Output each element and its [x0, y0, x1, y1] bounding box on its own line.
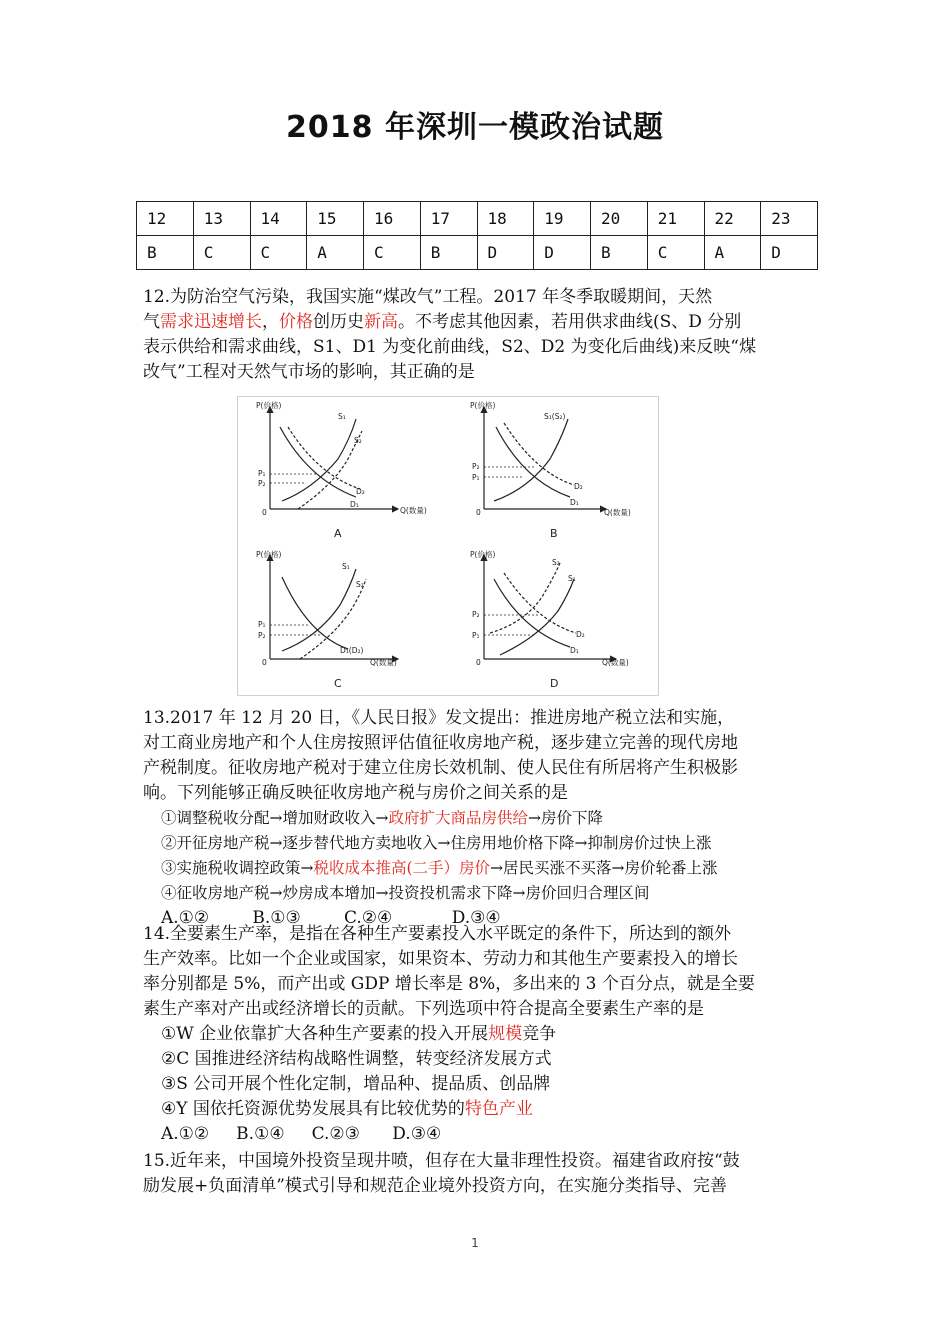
table-cell: 14: [250, 202, 307, 236]
graph-a: [256, 400, 427, 540]
text-span: ④Y 国依托资源优势发展具有比较优势的: [161, 1099, 465, 1119]
origin-label: 0: [476, 508, 481, 517]
table-cell: 23: [761, 202, 818, 236]
curve-label: S₁(S₂): [544, 412, 566, 421]
highlight-text: 需求迅速增长: [160, 312, 262, 332]
question-text-line: 素生产率对产出或经济增长的贡献。下列选项中符合提高全要素生产率的是: [143, 999, 704, 1019]
question-text-line: 响。下列能够正确反映征收房地产税与房价之间关系的是: [143, 783, 568, 803]
graph-d: [470, 549, 629, 690]
demand-curve-d2: [504, 573, 576, 633]
graph-label: C: [334, 677, 342, 690]
question-text-line: 改气”工程对天然气市场的影响，其正确的是: [143, 362, 475, 382]
table-cell: C: [364, 236, 421, 270]
curve-label: D₂: [574, 482, 583, 491]
price-label: P₂: [472, 462, 480, 471]
question-text-line: 13.2017 年 12 月 20 日，《人民日报》发文提出：推进房地产税立法和实施，: [143, 708, 735, 728]
supply-curve-s2: [298, 431, 362, 509]
question-text-line: [143, 310, 813, 335]
question-text-line: 生产效率。比如一个企业或国家，如果资本、劳动力和其他生产要素投入的增长: [143, 949, 738, 969]
question-14: [143, 922, 813, 1147]
curve-label: D₁: [570, 498, 579, 507]
table-cell: 19: [534, 202, 591, 236]
table-cell: 16: [364, 202, 421, 236]
table-cell: C: [647, 236, 704, 270]
question-text-line: 率分别都是 5%，而产出或 GDP 增长率是 8%，多出来的 3 个百分点，就是全要: [143, 974, 755, 994]
question-text-line: 励发展+负面清单”模式引导和规范企业境外投资方向，在实施分类指导、完善: [143, 1176, 727, 1196]
table-cell: A: [307, 236, 364, 270]
y-axis-label: P(价格): [256, 550, 282, 559]
demand-curve-d1: [280, 427, 356, 497]
text-span: 气: [143, 312, 160, 332]
price-label: P₁: [472, 631, 480, 640]
text-span: →房价下降: [528, 809, 603, 827]
text-span: ，: [262, 312, 279, 332]
table-cell: B: [137, 236, 194, 270]
supply-curve-s1: [282, 569, 356, 651]
option-2: ②C 国推进经济结构战略性调整，转变经济发展方式: [161, 1049, 552, 1069]
option-2: ②开征房地产税→逐步替代地方卖地收入→住房用地价格下降→抑制房价过快上涨: [161, 834, 712, 852]
question-text-line: 表示供给和需求曲线，S1、D1 为变化前曲线，S2、D2 为变化后曲线)来反映“煤: [143, 337, 756, 357]
page-title: 2018 年深圳一模政治试题: [286, 110, 664, 145]
x-axis-label: Q(数量): [370, 658, 397, 667]
graph-label: D: [550, 677, 559, 690]
supply-curve-s2: [490, 563, 560, 633]
origin-label: 0: [262, 508, 267, 517]
x-axis-label: Q(数量): [602, 658, 629, 667]
table-cell: 22: [704, 202, 761, 236]
graph-c: [256, 549, 398, 690]
table-cell: C: [193, 236, 250, 270]
text-span: ①调整税收分配→增加财政收入→: [161, 809, 389, 827]
answer-choices: A.①② B.①④ C.②③ D.③④: [161, 1124, 442, 1144]
table-cell: B: [591, 236, 648, 270]
curve-label: S₁: [338, 412, 346, 421]
curve-label: S₂: [356, 580, 364, 589]
origin-label: 0: [262, 658, 267, 667]
table-cell: 20: [591, 202, 648, 236]
supply-curve-s1: [500, 579, 574, 655]
table-cell: D: [761, 236, 818, 270]
text-span: 创历史: [313, 312, 364, 332]
x-axis-label: Q(数量): [604, 508, 631, 517]
highlight-text: 新高: [364, 312, 398, 332]
curve-label: D₂: [356, 487, 365, 496]
option-4: ④征收房地产税→炒房成本增加→投资投机需求下降→房价回归合理区间: [161, 884, 650, 902]
highlight-text: 税收成本推高(二手）房价: [313, 859, 491, 877]
option-3: ③S 公司开展个性化定制，增品种、提品质、创品牌: [161, 1074, 551, 1094]
answer-table-numbers-row: [137, 202, 818, 236]
curve-label: S₁: [568, 574, 576, 583]
option-4: [143, 1097, 813, 1122]
curve-label: S₂: [552, 558, 560, 567]
price-label: P₁: [472, 473, 480, 482]
highlight-text: 政府扩大商品房供给: [388, 809, 528, 827]
table-cell: 13: [193, 202, 250, 236]
table-cell: C: [250, 236, 307, 270]
curve-label: D₁: [570, 646, 579, 655]
price-label: P₂: [258, 631, 266, 640]
question-12: [143, 285, 813, 385]
graph-b: [470, 400, 631, 540]
answer-table: [136, 201, 818, 270]
table-cell: 15: [307, 202, 364, 236]
page-number: 1: [471, 1236, 479, 1250]
price-label: P₁: [258, 469, 266, 478]
y-axis-label: P(价格): [470, 401, 496, 410]
highlight-text: 价格: [279, 312, 313, 332]
y-axis-label: P(价格): [256, 401, 282, 410]
question-text-line: 12.为防治空气污染，我国实施“煤改气”工程。2017 年冬季取暖期间，天然: [143, 287, 713, 307]
origin-label: 0: [476, 658, 481, 667]
option-1: [143, 1022, 813, 1047]
supply-curve-s1: [282, 419, 356, 501]
table-cell: A: [704, 236, 761, 270]
x-axis-label: Q(数量): [400, 506, 427, 515]
price-label: P₁: [258, 620, 266, 629]
curve-label: S₂: [354, 436, 362, 445]
option-1: [143, 806, 813, 831]
answer-choices: A.①② B.①③ C.②④ D.③④: [161, 908, 501, 928]
demand-curve-d1: [496, 427, 570, 497]
curve-label: D₂: [576, 630, 585, 639]
table-cell: D: [534, 236, 591, 270]
curve-label: S₁: [342, 562, 350, 571]
question-15: [143, 1149, 813, 1199]
option-3: [143, 856, 813, 881]
table-cell: B: [420, 236, 477, 270]
table-cell: 18: [477, 202, 534, 236]
text-span: →居民买涨不买落→房价轮番上涨: [490, 859, 718, 877]
question-text-line: 对工商业房地产和个人住房按照评估值征收房地产税，逐步建立完善的现代房地: [143, 733, 738, 753]
graph-label: A: [334, 527, 342, 540]
question-text-line: 14.全要素生产率，是指在各种生产要素投入水平既定的条件下，所达到的额外: [143, 924, 732, 944]
y-axis-label: P(价格): [470, 550, 496, 559]
text-span: ①W 企业依靠扩大各种生产要素的投入开展: [161, 1024, 489, 1044]
text-span: 竞争: [522, 1024, 557, 1044]
table-cell: 21: [647, 202, 704, 236]
supply-curve-s: [494, 419, 568, 501]
highlight-text: 特色产业: [464, 1099, 533, 1119]
question-13: [143, 706, 813, 931]
supply-demand-figure: [237, 396, 659, 696]
price-label: P₂: [258, 479, 266, 488]
price-label: P₂: [472, 610, 480, 619]
question-text-line: 产税制度。征收房地产税对于建立住房长效机制、使人民住有所居将产生积极影: [143, 758, 738, 778]
text-span: 。不考虑其他因素，若用供求曲线(S、D 分别: [398, 312, 742, 332]
demand-curve-d: [282, 577, 348, 649]
table-cell: 12: [137, 202, 194, 236]
graph-label: B: [550, 527, 558, 540]
curve-label: D₁: [350, 500, 359, 509]
question-text-line: 15.近年来，中国境外投资呈现井喷，但存在大量非理性投资。福建省政府按“鼓: [143, 1151, 740, 1171]
table-cell: 17: [420, 202, 477, 236]
text-span: ③实施税收调控政策→: [161, 859, 314, 877]
highlight-text: 规模: [488, 1024, 523, 1044]
table-cell: D: [477, 236, 534, 270]
curve-label: D₁(D₂): [340, 646, 364, 655]
answer-table-answers-row: [137, 236, 818, 270]
